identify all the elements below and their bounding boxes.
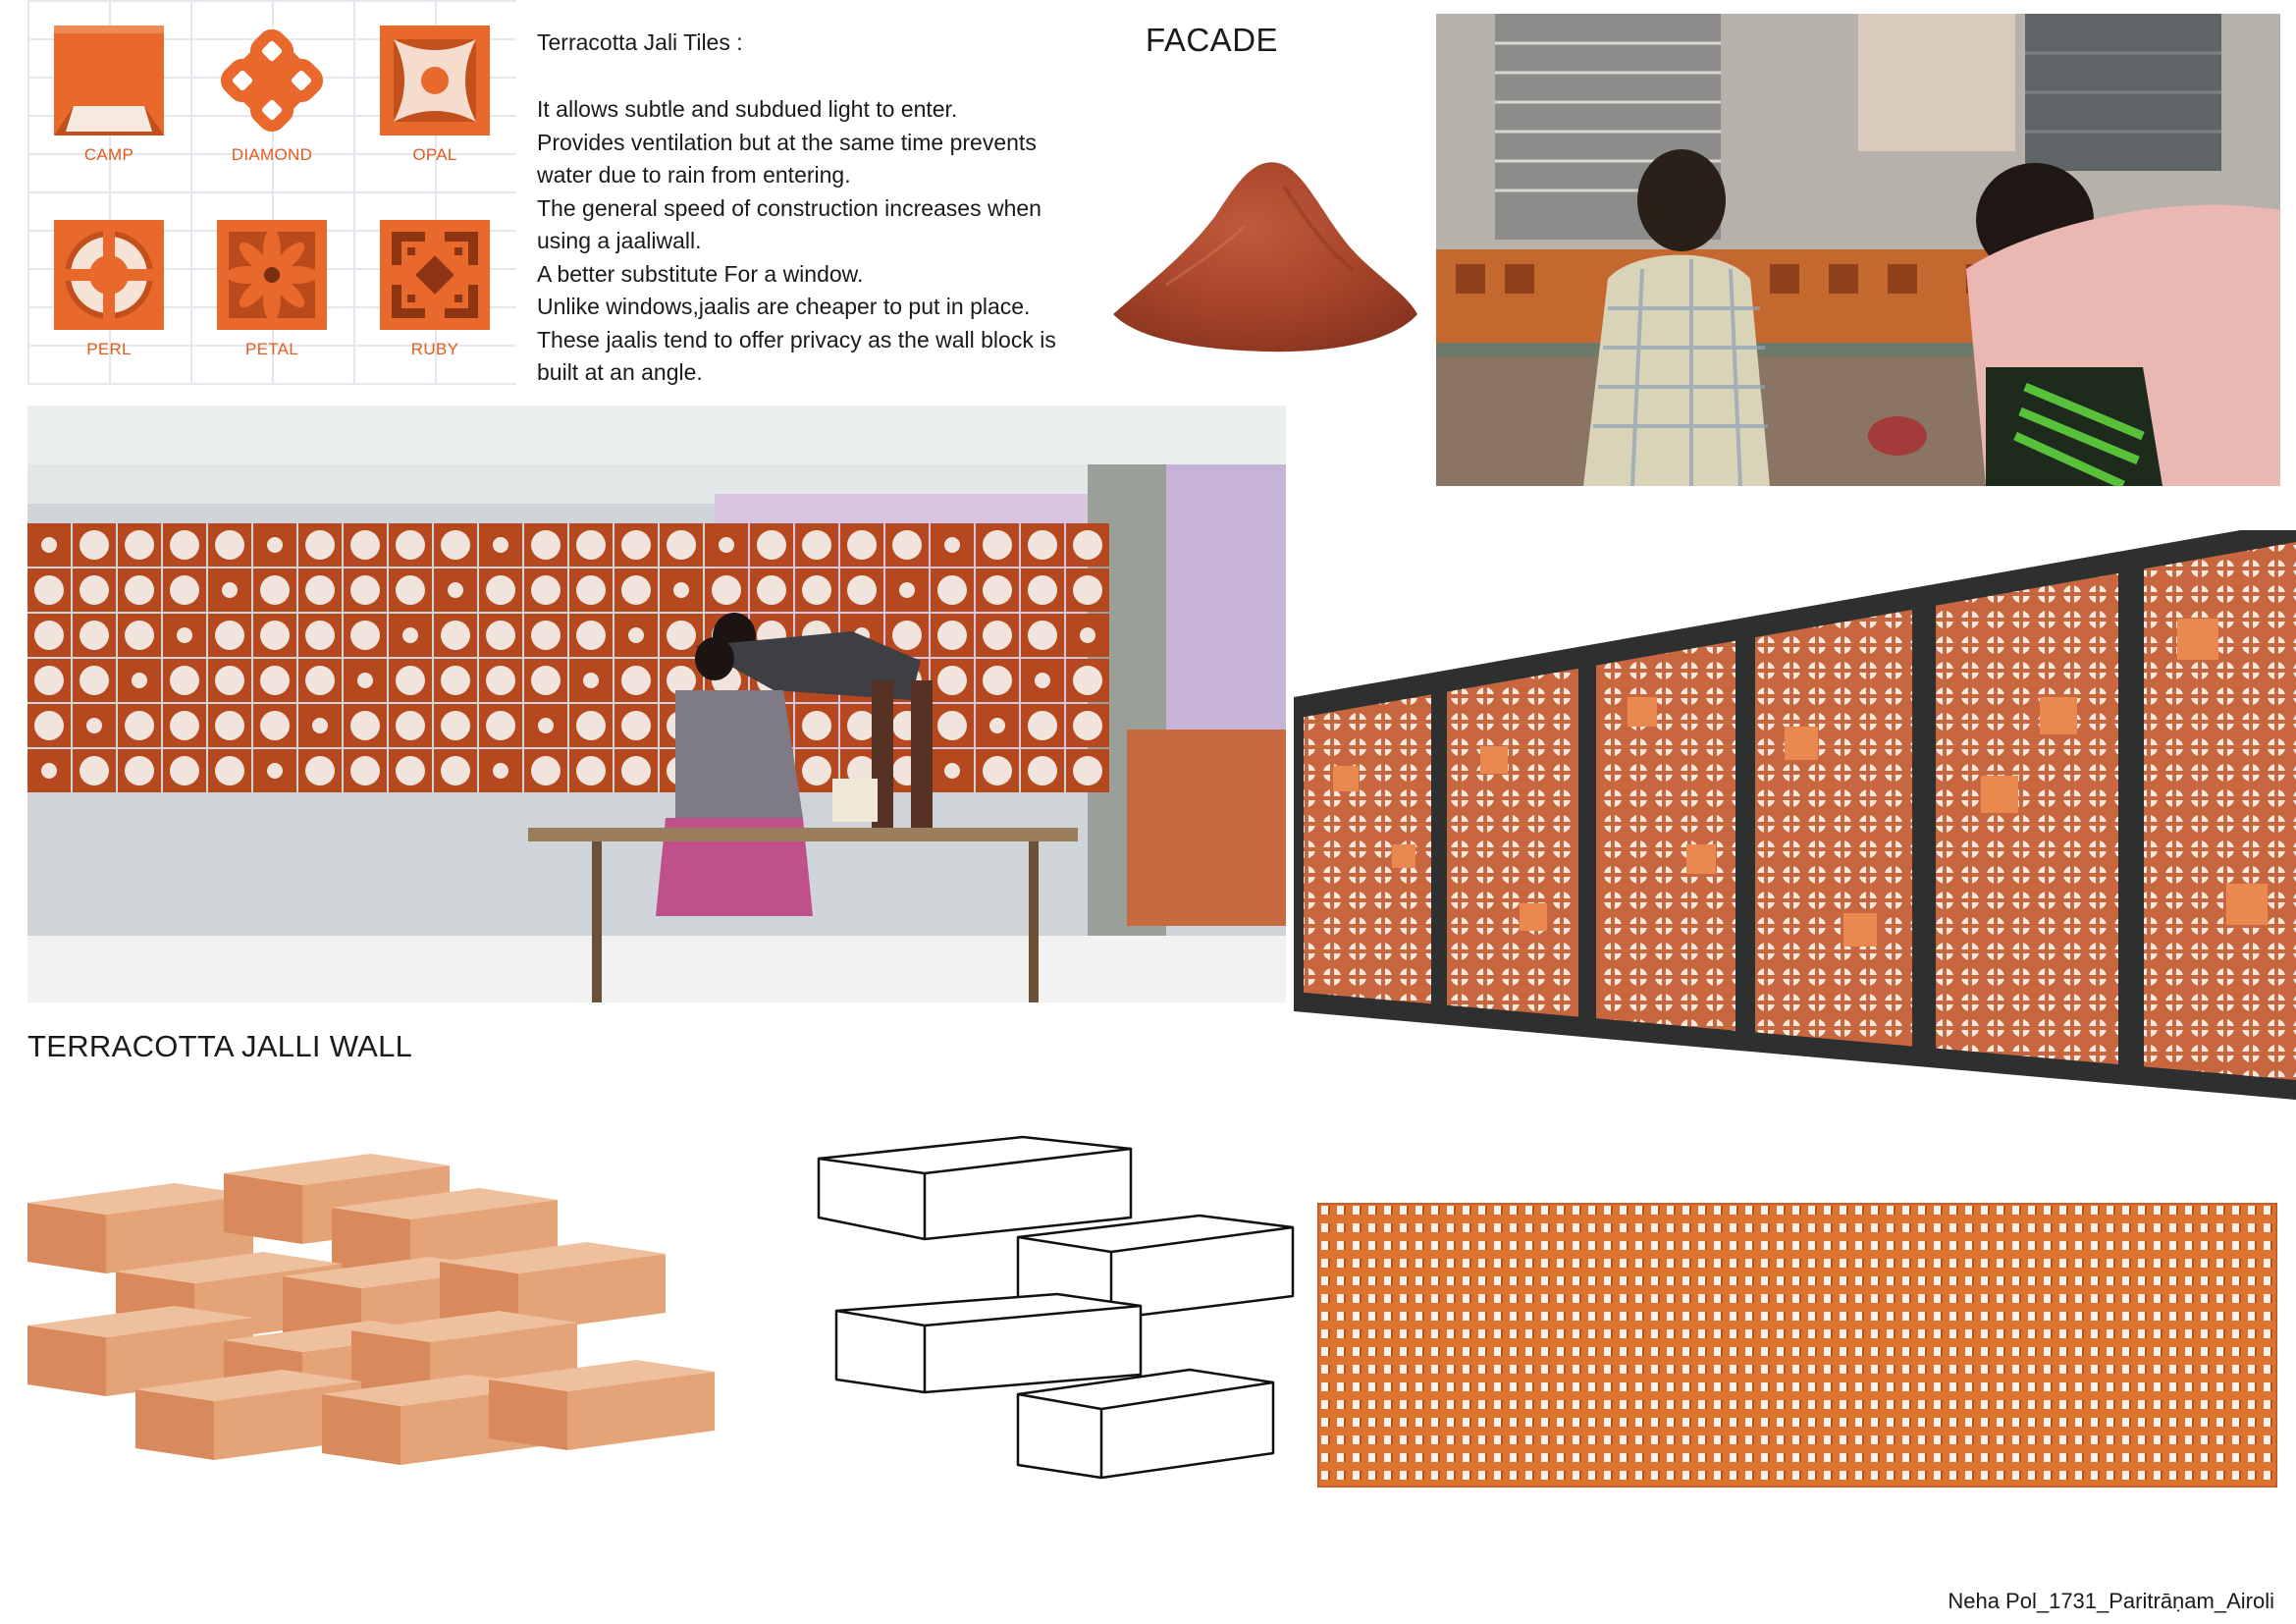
jali-opening: [350, 575, 380, 605]
tile-label: OPAL: [412, 145, 457, 164]
jali-opening: [396, 575, 425, 605]
workers-laying-jali-photo: [1436, 14, 2280, 486]
diamond-tile-icon: [213, 22, 331, 139]
brick-end: [224, 1173, 302, 1244]
jali-opening: [621, 666, 651, 695]
jali-opening: [983, 621, 1012, 650]
brick-end: [135, 1389, 214, 1460]
tile-perl: [27, 216, 190, 359]
jali-opening: [486, 575, 515, 605]
jali-opening: [983, 666, 1012, 695]
jali-opening: [80, 756, 109, 785]
brick-shapes: [27, 1154, 715, 1465]
jali-opening: [667, 530, 696, 560]
jali-opening: [396, 530, 425, 560]
jali-opening: [350, 756, 380, 785]
opal-tile-icon: [376, 22, 494, 139]
jali-opening: [944, 537, 960, 553]
facade-title: FACADE: [1146, 22, 1279, 58]
jali-opening: [802, 756, 831, 785]
jali-opening: [719, 537, 734, 553]
jali-opening: [177, 627, 192, 643]
jali-opening: [170, 530, 199, 560]
jali-opening: [621, 711, 651, 740]
jali-opening: [215, 711, 244, 740]
jali-opening: [899, 582, 915, 598]
jali-opening: [41, 537, 57, 553]
jali-opening: [350, 711, 380, 740]
tile-ruby: [353, 216, 516, 359]
jali-opening: [531, 666, 561, 695]
note-line: A better substitute For a window.: [537, 260, 864, 287]
brick-stack-render: [27, 1144, 754, 1492]
jali-opening: [125, 575, 154, 605]
wall-photo-title: TERRACOTTA JALLI WALL: [27, 1029, 413, 1063]
jali-opening: [215, 530, 244, 560]
jali-opening: [267, 763, 283, 779]
tile-label: RUBY: [410, 340, 459, 358]
terracotta-powder-image: [1107, 147, 1421, 358]
jali-opening: [86, 718, 102, 733]
jali-opening: [305, 621, 335, 650]
jali-opening: [576, 711, 606, 740]
jali-opening: [757, 530, 786, 560]
jali-opening: [312, 718, 328, 733]
note-line: using a jaaliwall.: [537, 228, 702, 253]
jali-opening: [357, 673, 373, 688]
jali-opening: [305, 575, 335, 605]
jali-opening: [673, 582, 689, 598]
note-line: These jaalis tend to offer privacy as the wall block is: [537, 326, 1056, 352]
tile-catalogue: [27, 0, 516, 385]
jali-opening: [937, 575, 967, 605]
jali-opening: [757, 575, 786, 605]
jali-opening: [983, 756, 1012, 785]
tile-label: PETAL: [244, 340, 299, 358]
jali-opening: [576, 621, 606, 650]
note-line: The general speed of construction increases when: [537, 194, 1041, 221]
jali-opening: [441, 756, 470, 785]
jali-opening: [847, 530, 877, 560]
jali-opening: [493, 537, 508, 553]
jali-opening: [1028, 621, 1057, 650]
tile-label: PERL: [86, 340, 132, 358]
jali-opening: [486, 711, 515, 740]
jali-opening: [448, 582, 463, 598]
jali-opening: [80, 530, 109, 560]
jali-opening: [1073, 666, 1102, 695]
tiles-heading: Terracotta Jali Tiles :: [537, 29, 743, 55]
jali-opening: [34, 711, 64, 740]
jali-opening: [305, 666, 335, 695]
jali-opening: [667, 621, 696, 650]
jali-opening: [712, 575, 741, 605]
jali-opening: [1073, 711, 1102, 740]
jali-opening: [802, 711, 831, 740]
jali-opening: [170, 711, 199, 740]
jali-opening: [441, 621, 470, 650]
jali-opening: [80, 666, 109, 695]
jali-opening: [441, 666, 470, 695]
jali-opening: [34, 575, 64, 605]
jali-opening: [125, 756, 154, 785]
jali-opening: [531, 530, 561, 560]
jali-opening: [260, 666, 290, 695]
jali-opening: [305, 530, 335, 560]
jali-opening: [396, 666, 425, 695]
jali-opening: [892, 621, 922, 650]
jali-opening: [402, 627, 418, 643]
jali-opening: [989, 718, 1005, 733]
tile-petal: [190, 216, 353, 359]
jali-opening: [621, 575, 651, 605]
jali-opening: [531, 621, 561, 650]
tile-opal: [353, 22, 516, 165]
jali-opening: [80, 621, 109, 650]
jali-opening: [493, 763, 508, 779]
jali-opening: [621, 530, 651, 560]
jali-opening: [260, 711, 290, 740]
jali-opening: [170, 575, 199, 605]
jali-opening: [215, 621, 244, 650]
jali-opening: [802, 575, 831, 605]
tile-notes: [537, 93, 1101, 390]
ruby-tile-icon: [376, 216, 494, 334]
jali-opening: [1028, 756, 1057, 785]
jali-opening: [1028, 711, 1057, 740]
credit-text: Neha Pol_1731_Paritrāṇam_Airoli: [1948, 1589, 2274, 1613]
brick-end: [322, 1394, 400, 1465]
jali-opening: [576, 756, 606, 785]
jalli-wall-construction-photo: [27, 406, 1286, 1002]
tile-label: DIAMOND: [231, 145, 313, 164]
tile-label: CAMP: [83, 145, 134, 164]
jali-opening: [802, 530, 831, 560]
perforated-brick-panel-render: [1317, 1203, 2277, 1488]
jali-opening: [983, 575, 1012, 605]
jali-opening: [628, 627, 644, 643]
jali-opening: [132, 673, 147, 688]
brick-end: [27, 1203, 106, 1273]
jali-opening: [847, 575, 877, 605]
jali-opening: [1073, 756, 1102, 785]
brick-line-drawing: [817, 1129, 1298, 1488]
jali-opening: [215, 666, 244, 695]
jali-opening: [170, 756, 199, 785]
tile-camp: [27, 22, 190, 165]
jali-opening: [350, 621, 380, 650]
jali-opening: [1035, 673, 1050, 688]
tile-diamond: [190, 22, 353, 165]
jali-opening: [125, 530, 154, 560]
jali-opening: [1080, 627, 1095, 643]
jali-opening: [983, 530, 1012, 560]
jali-opening: [937, 621, 967, 650]
jali-opening: [125, 711, 154, 740]
jali-opening: [937, 711, 967, 740]
jali-opening: [267, 537, 283, 553]
jali-opening: [41, 763, 57, 779]
jali-opening: [215, 756, 244, 785]
brick-end: [489, 1380, 567, 1450]
jali-opening: [576, 530, 606, 560]
jali-opening: [260, 575, 290, 605]
note-line: Provides ventilation but at the same time prevents: [537, 129, 1037, 155]
perl-tile-icon: [50, 216, 168, 334]
jali-opening: [305, 756, 335, 785]
camp-tile-icon: [50, 22, 168, 139]
jali-opening: [396, 756, 425, 785]
jali-opening: [1073, 575, 1102, 605]
jali-opening: [441, 530, 470, 560]
jali-opening: [441, 711, 470, 740]
jali-opening: [80, 575, 109, 605]
jali-opening: [538, 718, 554, 733]
jali-opening: [531, 575, 561, 605]
jali-opening: [170, 666, 199, 695]
jali-opening: [486, 621, 515, 650]
jali-opening: [396, 711, 425, 740]
jali-opening: [621, 756, 651, 785]
jali-opening: [1028, 575, 1057, 605]
jali-opening: [34, 666, 64, 695]
note-line: built at an angle.: [537, 359, 703, 385]
jali-opening: [583, 673, 599, 688]
jali-opening: [222, 582, 238, 598]
jali-opening: [34, 621, 64, 650]
jali-opening: [1073, 530, 1102, 560]
note-line: Unlike windows,jaalis are cheaper to put in place.: [537, 294, 1031, 319]
jali-opening: [531, 756, 561, 785]
note-line: water due to rain from entering.: [537, 162, 851, 188]
jali-opening: [486, 666, 515, 695]
petal-tile-icon: [213, 216, 331, 334]
jali-opening: [1028, 530, 1057, 560]
jali-opening: [260, 621, 290, 650]
jali-opening: [944, 763, 960, 779]
jali-facade-render: [1294, 530, 2296, 1100]
jali-opening: [576, 575, 606, 605]
jali-opening: [937, 666, 967, 695]
jali-opening: [892, 530, 922, 560]
jali-opening: [125, 621, 154, 650]
brick-end: [27, 1326, 106, 1396]
note-line: It allows subtle and subdued light to enter.: [537, 96, 958, 122]
jali-opening: [350, 530, 380, 560]
